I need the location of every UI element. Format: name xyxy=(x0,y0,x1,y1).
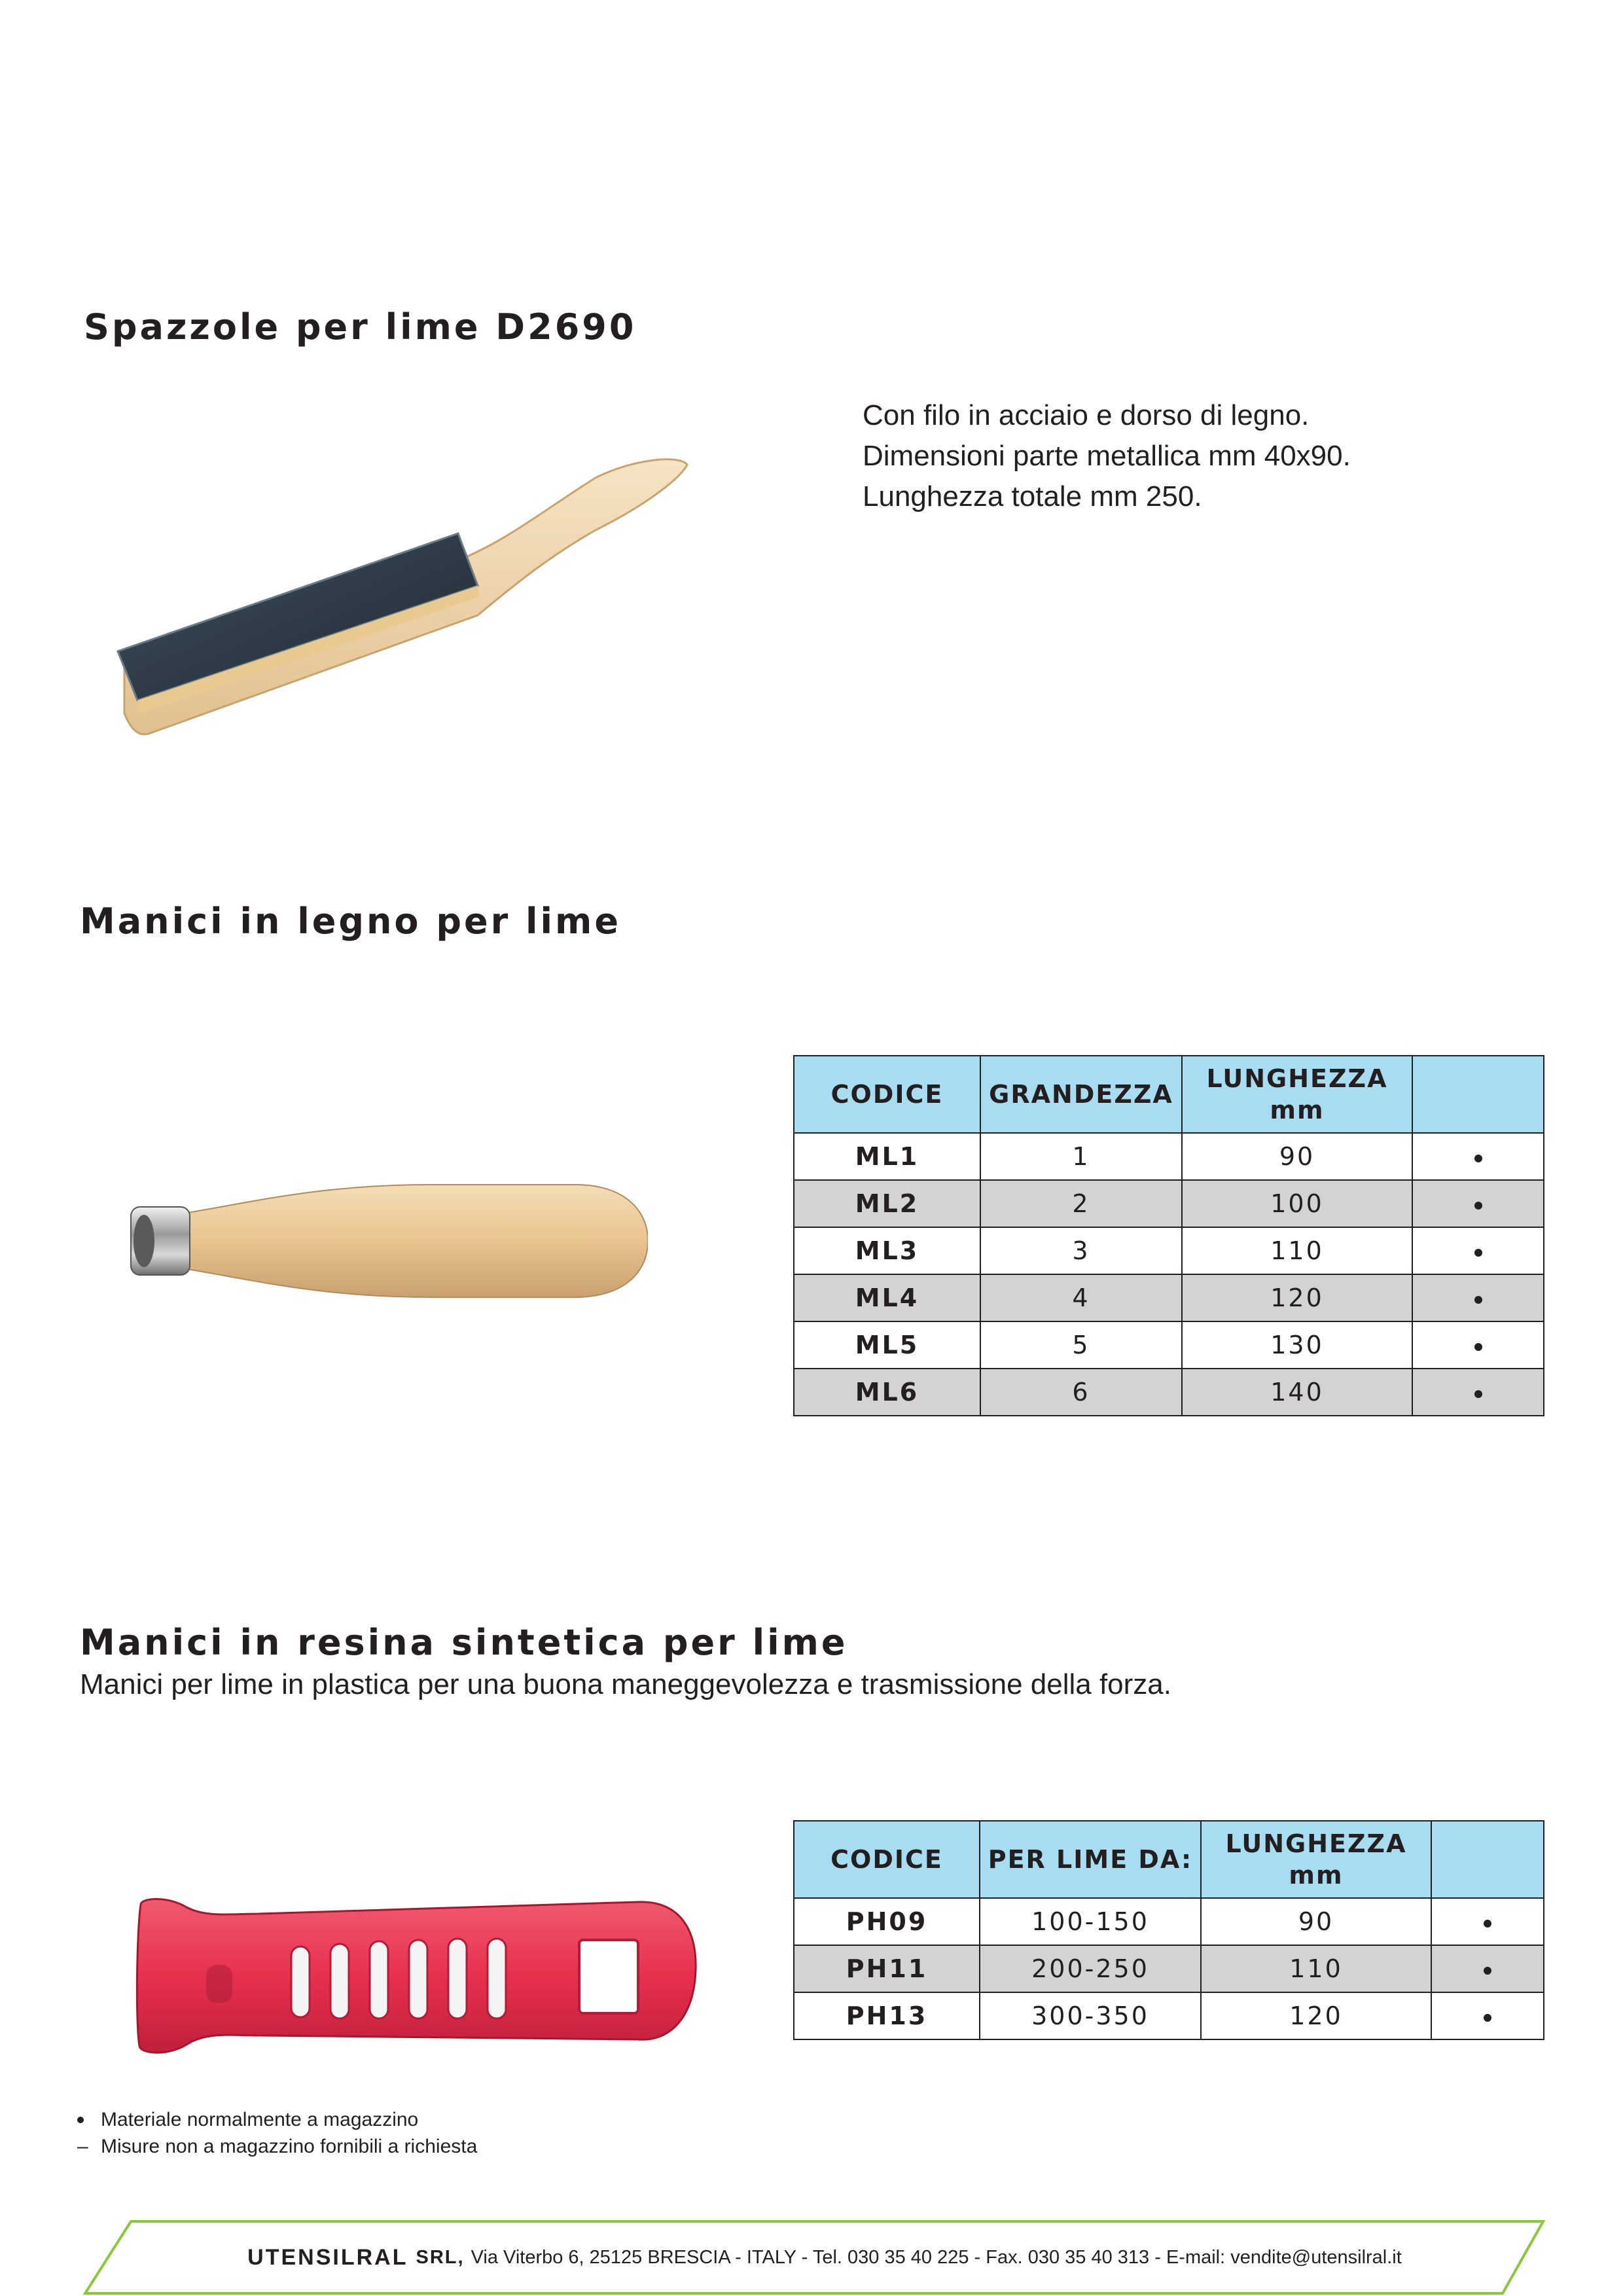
bullet-icon xyxy=(77,2106,101,2133)
cell-availability xyxy=(1412,1274,1544,1321)
description-line: Con filo in acciaio e dorso di legno. xyxy=(863,399,1310,431)
cell-code: PH13 xyxy=(794,1992,980,2039)
cell-code: ML4 xyxy=(794,1274,980,1321)
table-row xyxy=(794,1369,1544,1416)
brush-description xyxy=(863,395,1351,517)
header-lunghezza: LUNGHEZZA mm xyxy=(1201,1821,1431,1898)
header-lunghezza: LUNGHEZZA mm xyxy=(1182,1056,1412,1133)
header-codice: CODICE xyxy=(794,1821,980,1898)
table-header-row xyxy=(794,1821,1544,1898)
cell-availability xyxy=(1412,1180,1544,1227)
cell-length: 110 xyxy=(1201,1945,1431,1992)
resin-handles-subtitle: Manici per lime in plastica per una buona maneggevolezza e trasmissione della forza. xyxy=(80,1668,1172,1700)
resin-handles-table xyxy=(793,1820,1544,2040)
footer xyxy=(0,2219,1623,2296)
cell-code: ML6 xyxy=(794,1369,980,1416)
footer-address: Via Viterbo 6, 25125 BRESCIA - ITALY - Tel. 030 35 40 225 - Fax. 030 35 40 313 - E-mail: vendite@utensilral.it xyxy=(471,2246,1402,2268)
in-stock-bullet-icon xyxy=(1474,1343,1482,1351)
cell-size: 2 xyxy=(980,1180,1182,1227)
footer-contact xyxy=(0,2219,1623,2296)
table-header-row xyxy=(794,1056,1544,1133)
cell-code: ML5 xyxy=(794,1321,980,1369)
in-stock-bullet-icon xyxy=(1474,1155,1482,1162)
in-stock-bullet-icon xyxy=(1474,1390,1482,1398)
cell-code: ML2 xyxy=(794,1180,980,1227)
cell-length: 110 xyxy=(1182,1227,1412,1274)
file-brush-image xyxy=(111,452,700,766)
description-line: Dimensioni parte metallica mm 40x90. xyxy=(863,440,1351,472)
cell-size: 4 xyxy=(980,1274,1182,1321)
cell-availability xyxy=(1431,1945,1544,1992)
cell-availability xyxy=(1412,1227,1544,1274)
header-availability xyxy=(1412,1056,1544,1133)
cell-availability xyxy=(1412,1369,1544,1416)
cell-availability xyxy=(1431,1992,1544,2039)
table-row xyxy=(794,1992,1544,2039)
plastic-handle-image xyxy=(128,1892,704,2062)
in-stock-bullet-icon xyxy=(1484,1967,1491,1975)
cell-code: ML3 xyxy=(794,1227,980,1274)
footer-brand: UTENSILRAL xyxy=(247,2244,408,2270)
wood-handles-table xyxy=(793,1055,1544,1416)
cell-availability xyxy=(1412,1321,1544,1369)
cell-length: 120 xyxy=(1201,1992,1431,2039)
table-row xyxy=(794,1227,1544,1274)
cell-size: 6 xyxy=(980,1369,1182,1416)
wooden-handle-image xyxy=(124,1175,648,1306)
header-codice: CODICE xyxy=(794,1056,980,1133)
in-stock-bullet-icon xyxy=(1484,2014,1491,2022)
table-row xyxy=(794,1274,1544,1321)
cell-length: 90 xyxy=(1201,1898,1431,1945)
cell-code: ML1 xyxy=(794,1133,980,1180)
table-row xyxy=(794,1133,1544,1180)
cell-size: 1 xyxy=(980,1133,1182,1180)
footer-srl: SRL, xyxy=(416,2246,465,2268)
section-title-brushes: Spazzole per lime D2690 xyxy=(84,306,637,348)
table-row xyxy=(794,1945,1544,1992)
table-row xyxy=(794,1321,1544,1369)
cell-code: PH11 xyxy=(794,1945,980,1992)
cell-availability xyxy=(1431,1898,1544,1945)
cell-size: 3 xyxy=(980,1227,1182,1274)
cell-size: 5 xyxy=(980,1321,1182,1369)
section-title-resin-handles: Manici in resina sintetica per lime xyxy=(80,1622,848,1663)
cell-length: 140 xyxy=(1182,1369,1412,1416)
header-grandezza: GRANDEZZA xyxy=(980,1056,1182,1133)
cell-length: 100 xyxy=(1182,1180,1412,1227)
note-in-stock xyxy=(77,2106,477,2133)
cell-length: 130 xyxy=(1182,1321,1412,1369)
cell-length: 120 xyxy=(1182,1274,1412,1321)
cell-availability xyxy=(1412,1133,1544,1180)
note-text: Misure non a magazzino fornibili a richiesta xyxy=(101,2136,478,2157)
cell-code: PH09 xyxy=(794,1898,980,1945)
description-line: Lunghezza totale mm 250. xyxy=(863,480,1202,512)
cell-range: 200-250 xyxy=(980,1945,1201,1992)
in-stock-bullet-icon xyxy=(1474,1296,1482,1304)
cell-range: 100-150 xyxy=(980,1898,1201,1945)
note-text: Materiale normalmente a magazzino xyxy=(101,2109,419,2130)
table-row xyxy=(794,1898,1544,1945)
cell-length: 90 xyxy=(1182,1133,1412,1180)
table-row xyxy=(794,1180,1544,1227)
note-on-request xyxy=(77,2133,477,2160)
header-availability xyxy=(1431,1821,1544,1898)
header-per-lime-da: PER LIME DA: xyxy=(980,1821,1201,1898)
in-stock-bullet-icon xyxy=(1474,1202,1482,1210)
legend-notes xyxy=(77,2106,477,2160)
cell-range: 300-350 xyxy=(980,1992,1201,2039)
dash-marker: – xyxy=(77,2136,88,2157)
in-stock-bullet-icon xyxy=(1474,1249,1482,1257)
section-title-wood-handles: Manici in legno per lime xyxy=(80,901,621,942)
in-stock-bullet-icon xyxy=(1484,1920,1491,1928)
